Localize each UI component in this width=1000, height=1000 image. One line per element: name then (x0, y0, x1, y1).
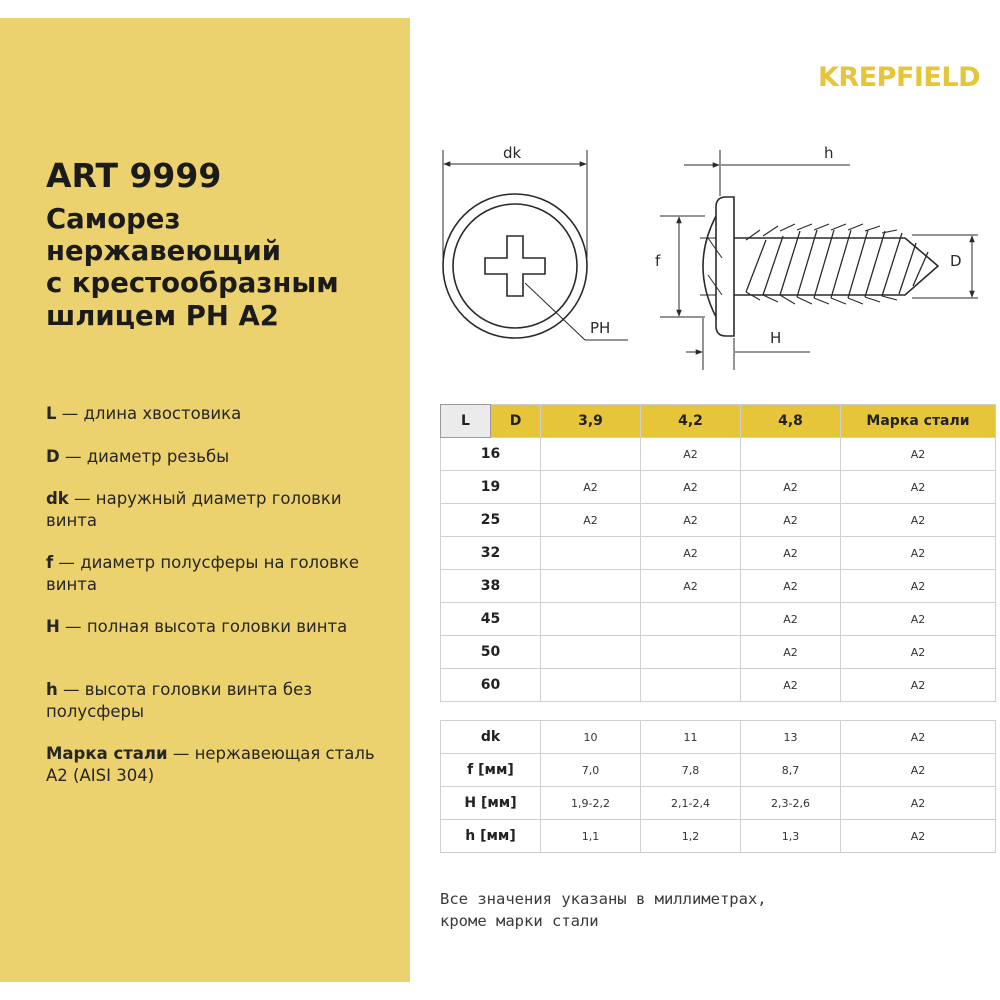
table-row (441, 570, 996, 603)
label-H: H (770, 329, 782, 347)
head-top-view (443, 194, 587, 338)
screw-shank (734, 238, 938, 295)
title-line: шлицем PH A2 (46, 299, 279, 332)
table-row (441, 669, 996, 702)
units-note (440, 888, 910, 932)
table-row (441, 820, 996, 853)
product-title (46, 203, 406, 332)
table-cell (641, 603, 741, 636)
row-label: H [мм] (441, 787, 541, 820)
table-cell: 7,0 (541, 754, 641, 787)
row-label: h [мм] (441, 820, 541, 853)
table-cell (541, 438, 641, 471)
H-dimension (686, 318, 810, 370)
row-length: 50 (441, 636, 541, 669)
table-cell (541, 603, 641, 636)
table-cell: A2 (641, 438, 741, 471)
table-row (441, 636, 996, 669)
table-cell: A2 (841, 471, 996, 504)
legend-term: H (46, 617, 60, 636)
table-row (441, 721, 996, 754)
row-length: 45 (441, 603, 541, 636)
dimensions-table (440, 720, 996, 853)
legend-item-d (46, 446, 376, 468)
row-length: 60 (441, 669, 541, 702)
brand-logo: KREPFIELD (818, 62, 980, 93)
head-outer-circle (443, 194, 587, 338)
table-cell: A2 (541, 471, 641, 504)
legend-item-f (46, 552, 376, 596)
table-header-row (441, 405, 996, 438)
table-cell: 1,3 (741, 820, 841, 853)
table-row (441, 504, 996, 537)
title-line: Саморез (46, 203, 181, 235)
title-line: нержавеющий (46, 235, 281, 268)
table-cell: 1,1 (541, 820, 641, 853)
table-cell: A2 (541, 504, 641, 537)
screw-side-view (700, 197, 938, 336)
table-cell: A2 (841, 820, 996, 853)
legend-item-dk (46, 488, 376, 532)
table-cell: A2 (741, 669, 841, 702)
table-cell: A2 (641, 504, 741, 537)
table-cell: 1,9-2,2 (541, 787, 641, 820)
legend-term: L (46, 404, 57, 423)
table-row (441, 471, 996, 504)
row-length: 16 (441, 438, 541, 471)
table-cell: A2 (841, 636, 996, 669)
table-cell: A2 (841, 721, 996, 754)
row-length: 25 (441, 504, 541, 537)
table-cell (541, 669, 641, 702)
row-label: f [мм] (441, 754, 541, 787)
header-d: D (491, 405, 541, 438)
table-cell: 2,3-2,6 (741, 787, 841, 820)
f-dimension (660, 216, 705, 317)
table-cell: 11 (641, 721, 741, 754)
label-f: f (655, 252, 661, 270)
header-col: 3,9 (541, 405, 641, 438)
row-label: dk (441, 721, 541, 754)
table-row (441, 438, 996, 471)
phillips-cross-icon (485, 236, 545, 296)
table-cell: A2 (841, 537, 996, 570)
label-ph: PH (590, 319, 611, 337)
title-line: с крестообразным (46, 267, 339, 300)
table-cell (541, 636, 641, 669)
table-cell: A2 (641, 471, 741, 504)
table-cell: 1,2 (641, 820, 741, 853)
note-line: Все значения указаны в миллиметрах, (440, 890, 767, 908)
row-length: 38 (441, 570, 541, 603)
legend-text: наружный диаметр головки винта (46, 489, 342, 530)
table-cell: 2,1-2,4 (641, 787, 741, 820)
screw-threads (746, 230, 928, 298)
table-cell: A2 (741, 570, 841, 603)
table-cell: A2 (741, 504, 841, 537)
table-cell: A2 (841, 754, 996, 787)
header-l: L (441, 405, 491, 438)
table-cell (641, 636, 741, 669)
table-cell: A2 (841, 504, 996, 537)
table-row (441, 754, 996, 787)
screw-washer-flange (716, 197, 734, 336)
label-D: D (950, 252, 962, 270)
legend-text: длина хвостовика (83, 404, 242, 423)
legend-item-h (46, 679, 376, 723)
legend-term: f (46, 553, 54, 572)
legend-term: Марка стали (46, 744, 168, 763)
table-cell: A2 (841, 570, 996, 603)
table-cell (641, 669, 741, 702)
table-cell: A2 (841, 669, 996, 702)
legend-item-H (46, 616, 376, 638)
ph-leader (525, 283, 628, 340)
legend-term: h (46, 680, 58, 699)
note-line: кроме марки стали (440, 912, 599, 930)
table-cell: A2 (841, 603, 996, 636)
header-col: 4,8 (741, 405, 841, 438)
screw-diagram (430, 130, 1000, 380)
row-length: 19 (441, 471, 541, 504)
screw-dome (703, 216, 716, 317)
legend-text: нержавеющая сталь A2 (AISI 304) (46, 744, 375, 785)
table-row (441, 537, 996, 570)
label-dk: dk (503, 144, 522, 162)
header-col: 4,2 (641, 405, 741, 438)
legend-item-l (46, 403, 376, 425)
table-cell (541, 570, 641, 603)
head-inner-circle (453, 204, 577, 328)
legend-item-steel (46, 743, 376, 787)
table-cell: A2 (741, 636, 841, 669)
legend-term: D (46, 447, 60, 466)
table-cell: A2 (741, 471, 841, 504)
article-number: ART 9999 (46, 156, 222, 195)
table-cell: A2 (641, 570, 741, 603)
table-cell (541, 537, 641, 570)
table-cell: 10 (541, 721, 641, 754)
table-cell: A2 (741, 603, 841, 636)
row-length: 32 (441, 537, 541, 570)
table-cell: A2 (741, 537, 841, 570)
table-row (441, 603, 996, 636)
screw-thread-bottoms (746, 292, 897, 304)
table-cell: 8,7 (741, 754, 841, 787)
table-cell: A2 (841, 787, 996, 820)
table-cell: A2 (641, 537, 741, 570)
legend-text: диаметр полусферы на головке винта (46, 553, 360, 594)
table-cell (741, 438, 841, 471)
legend-text: диаметр резьбы (86, 447, 230, 466)
label-h: h (824, 144, 834, 162)
table-row (441, 787, 996, 820)
table-cell: A2 (841, 438, 996, 471)
legend-text: высота головки винта без полусферы (46, 680, 313, 721)
size-availability-table (440, 404, 996, 702)
table-cell: 7,8 (641, 754, 741, 787)
header-steel: Марка стали (841, 405, 996, 438)
legend-term: dk (46, 489, 69, 508)
table-cell: 13 (741, 721, 841, 754)
legend-text: полная высота головки винта (86, 617, 348, 636)
